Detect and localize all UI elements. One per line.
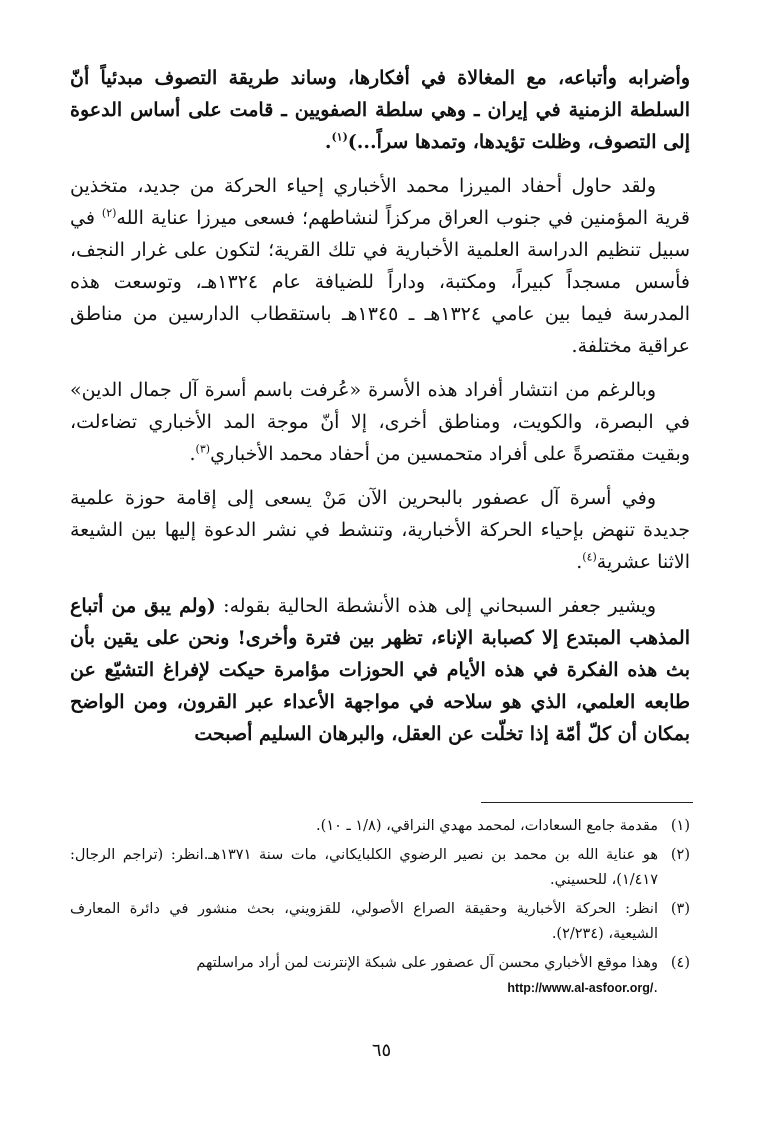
paragraph-4-text: وفي أسرة آل عصفور بالبحرين الآن مَنْ يسعى إلى إقامة حوزة علمية جديدة تنهض بإحياء الحركة الأخبارية، وتنشط في نشر الدعوة إليها بين الشيعة الاثنا عشرية: [70, 487, 690, 573]
footnote-ref-2[interactable]: (٢): [101, 206, 117, 220]
paragraph-1: [70, 62, 690, 158]
footnotes: [70, 814, 690, 1005]
footnote-4: [70, 951, 690, 1001]
paragraph-5-intro: ويشير جعفر السبحاني إلى هذه الأنشطة الحالية بقوله:: [215, 595, 656, 617]
paragraph-4-end: .: [576, 551, 583, 573]
page-number: ٦٥: [371, 1040, 392, 1061]
footnote-3: [70, 897, 690, 947]
footnote-ref-3[interactable]: (٣): [195, 442, 211, 456]
paragraph-2: [70, 170, 690, 362]
paragraph-1-text: وأضرابه وأتباعه، مع المغالاة في أفكارها، وساند طريقة التصوف مبدئياً أنّ السلطة الزمنية في إيران ـ وهي سلطة الصفويين ـ قامت على أساس الدعوة إلى التصوف، وظلت تؤيدها، وتمدها سراً...): [70, 67, 690, 153]
footnote-number: (١): [670, 818, 690, 834]
footnote-ref-1[interactable]: (١): [331, 130, 348, 144]
paragraph-3: [70, 374, 690, 470]
paragraph-2-text: ولقد حاول أحفاد الميرزا محمد الأخباري إحياء الحركة من جديد، متخذين قرية المؤمنين في جنوب العراق مركزاً لنشاطهم؛ فسعى ميرزا عناية الله: [70, 175, 690, 229]
website-link[interactable]: http://www.al-asfoor.org/: [507, 981, 654, 995]
paragraph-1-end: .: [324, 131, 332, 153]
footnote-1: [70, 814, 690, 839]
paragraph-5: [70, 590, 690, 750]
paragraph-5-quote: (ولم يبق من أتباع المذهب المبتدع إلا كصبابة الإناء، تظهر بين فترة وأخرى! ونحن على يقين بأن بث هذه الفكرة في هذه الأيام في الحوزات مؤامرة حيكت لإفراغ التشيّع عن طابعه العلمي، الذي هو سلاحه في مواجهة الأعداء عبر القرون، ومن الواضح بمكان أن كلّ أمّة إذا تخلّت عن العقل، والبرهان السليم أصبحت: [70, 595, 690, 745]
footnote-text: مقدمة جامع السعادات، لمحمد مهدي النراقي، (١/٨ ـ ١٠).: [316, 818, 658, 834]
footnote-4-text: وهذا موقع الأخباري محسن آل عصفور على شبكة الإنترنت لمن أراد مراسلتهم: [196, 955, 658, 971]
footnote-url-end: .: [653, 980, 658, 996]
paragraph-3-end: .: [189, 443, 196, 465]
footnote-text: انظر: الحركة الأخبارية وحقيقة الصراع الأصولي، للقزويني، بحث منشور في دائرة المعارف الشيعية، (٢/٢٣٤).: [70, 901, 658, 942]
footnote-text: هو عناية الله بن محمد بن نصير الرضوي الكلبايكاني، مات سنة ١٣٧١هـ.انظر: (تراجم الرجال: ١/٤١٧)، للحسيني.: [70, 847, 658, 888]
footnote-2: [70, 843, 690, 893]
footnote-text: [70, 951, 658, 1001]
footnote-separator: [481, 802, 693, 803]
paragraph-4: [70, 482, 690, 578]
footnote-number: (٣): [670, 901, 690, 917]
paragraph-3-text: وبالرغم من انتشار أفراد هذه الأسرة «عُرفت باسم أسرة آل جمال الدين» في البصرة، والكويت، ومناطق أخرى، إلا أنّ موجة المد الأخباري تضاءلت، وبقيت مقتصرةً على أفراد متحمسين من أحفاد محمد الأخباري: [70, 379, 690, 465]
footnote-number: (٤): [670, 955, 690, 971]
footnote-number: (٢): [670, 847, 690, 863]
main-text: [70, 62, 690, 762]
paragraph-2-text-continued: في سبيل تنظيم الدراسة العلمية الأخبارية في تلك القرية؛ لتكون على غرار النجف، فأسس مسجداً كبيراً، ومكتبة، وداراً للضيافة عام ١٣٢٤هـ، وتوسعت هذه المدرسة فيما بين عامي ١٣٢٤هـ ـ ١٣٤٥هـ باستقطاب الدارسين من مناطق عراقية مختلفة.: [70, 207, 690, 357]
footnote-ref-4[interactable]: (٤): [582, 550, 597, 564]
